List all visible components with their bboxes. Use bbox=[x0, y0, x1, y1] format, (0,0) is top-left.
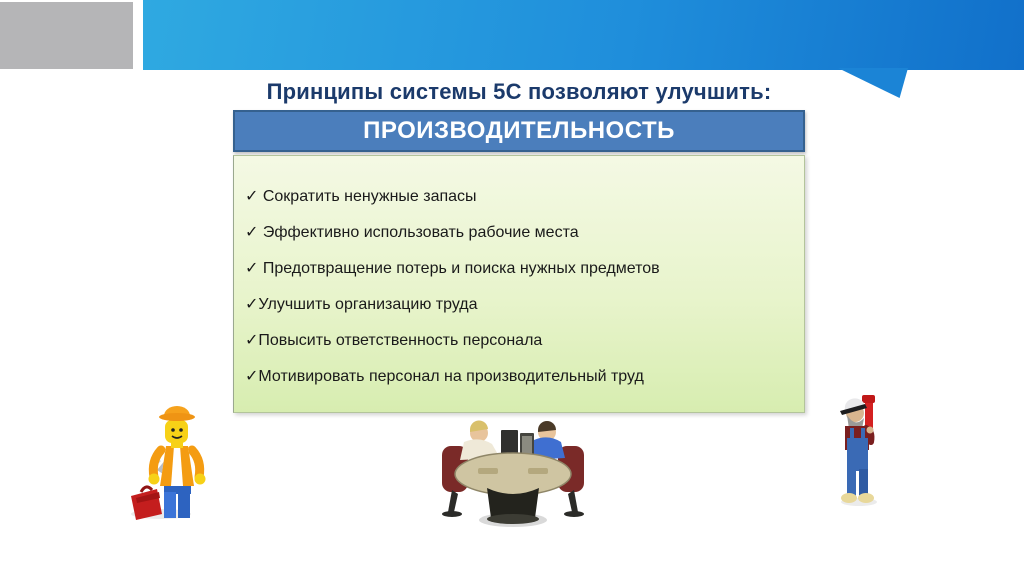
benefit-text: Предотвращение потерь и поиска нужных предметов bbox=[258, 260, 660, 277]
team-meeting-illustration bbox=[434, 420, 592, 528]
checkmark-icon: ✓ bbox=[245, 224, 259, 241]
checkmark-icon: ✓ bbox=[245, 368, 259, 385]
productivity-header-label: ПРОИЗВОДИТЕЛЬНОСТЬ bbox=[363, 117, 675, 144]
benefit-item bbox=[245, 367, 794, 387]
checkmark-icon: ✓ bbox=[245, 296, 259, 313]
lego-worker-illustration bbox=[127, 402, 213, 522]
slide-title: Принципы системы 5С позволяют улучшить: bbox=[266, 79, 772, 104]
benefit-item bbox=[245, 259, 794, 279]
benefit-item bbox=[245, 223, 794, 243]
benefit-item bbox=[245, 331, 794, 351]
benefits-panel bbox=[233, 155, 805, 413]
gray-accent-block bbox=[0, 2, 133, 69]
benefit-text: Улучшить организацию труда bbox=[258, 296, 478, 313]
productivity-header-box bbox=[233, 110, 805, 152]
mechanic-illustration bbox=[837, 390, 885, 508]
checkmark-icon: ✓ bbox=[245, 260, 259, 277]
benefit-text: Мотивировать персонал на производительный труд bbox=[258, 368, 644, 385]
top-banner-tail bbox=[838, 68, 908, 98]
checkmark-icon: ✓ bbox=[245, 188, 259, 205]
checkmark-icon: ✓ bbox=[245, 332, 259, 349]
benefit-item bbox=[245, 295, 794, 315]
benefit-item bbox=[245, 187, 794, 207]
benefit-text: Повысить ответственность персонала bbox=[258, 332, 543, 349]
benefits-list bbox=[234, 156, 804, 387]
top-banner bbox=[143, 0, 1024, 70]
benefit-text: Эффективно использовать рабочие места bbox=[258, 224, 579, 241]
benefit-text: Сократить ненужные запасы bbox=[258, 188, 477, 205]
